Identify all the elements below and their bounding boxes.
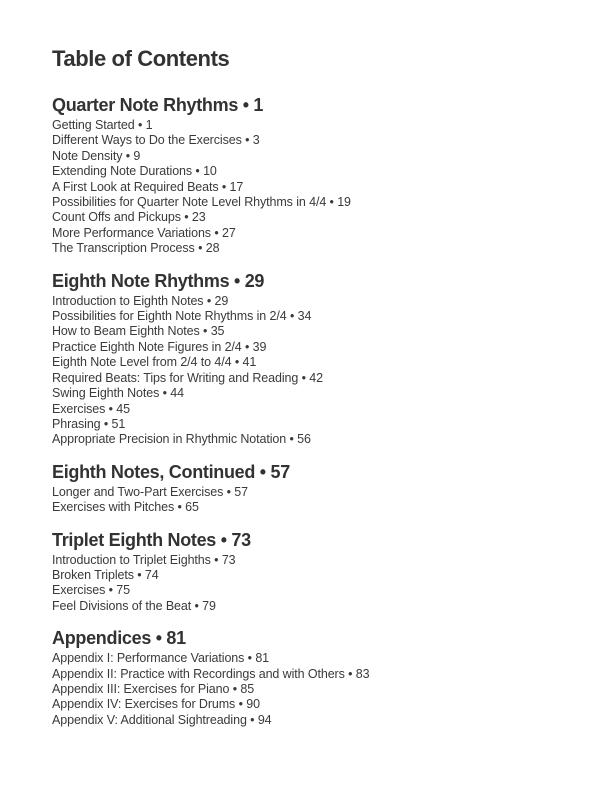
toc-item: Broken Triplets • 74 bbox=[52, 567, 159, 582]
toc-item: A First Look at Required Beats • 17 bbox=[52, 179, 244, 194]
section-heading: Quarter Note Rhythms • 1 bbox=[52, 95, 264, 115]
toc-section bbox=[52, 463, 560, 516]
toc-item: How to Beam Eighth Notes • 35 bbox=[52, 324, 225, 339]
toc-item: Getting Started • 1 bbox=[52, 118, 153, 132]
toc-item: Appendix I: Performance Variations • 81 bbox=[52, 651, 270, 666]
toc-item: Required Beats: Tips for Writing and Reading • 42 bbox=[52, 370, 323, 385]
toc-item: Introduction to Eighth Notes • 29 bbox=[52, 293, 229, 308]
toc-item: Feel Divisions of the Beat • 79 bbox=[52, 598, 216, 613]
toc-item: Exercises • 45 bbox=[52, 401, 131, 416]
toc-item: Practice Eighth Note Figures in 2/4 • 39 bbox=[52, 339, 267, 354]
toc-section bbox=[52, 272, 560, 448]
toc-item: Appendix V: Additional Sightreading • 94 bbox=[52, 712, 272, 727]
section-heading: Eighth Notes, Continued • 57 bbox=[52, 461, 290, 482]
toc-item: Count Offs and Pickups • 23 bbox=[52, 210, 206, 225]
toc-item: More Performance Variations • 27 bbox=[52, 225, 236, 240]
toc-item: Appendix III: Exercises for Piano • 85 bbox=[52, 681, 255, 696]
section-heading: Eighth Note Rhythms • 29 bbox=[52, 270, 265, 291]
toc-item: Different Ways to Do the Exercises • 3 bbox=[52, 133, 260, 148]
toc-item: Exercises • 75 bbox=[52, 583, 131, 598]
toc-item: Appendix II: Practice with Recordings and with Others • 83 bbox=[52, 666, 370, 681]
toc-item: Extending Note Durations • 10 bbox=[52, 164, 217, 179]
page-title: Table of Contents bbox=[52, 46, 230, 71]
toc-item: Possibilities for Eighth Note Rhythms in 2/4 • 34 bbox=[52, 309, 312, 324]
toc-item: The Transcription Process • 28 bbox=[52, 241, 220, 256]
toc-item: Longer and Two-Part Exercises • 57 bbox=[52, 484, 248, 499]
section-heading: Triplet Eighth Notes • 73 bbox=[52, 529, 251, 550]
toc-item: Exercises with Pitches • 65 bbox=[52, 500, 199, 515]
toc-section bbox=[52, 629, 560, 728]
toc-sections bbox=[52, 96, 560, 728]
section-heading: Appendices • 81 bbox=[52, 628, 186, 649]
toc-item: Appropriate Precision in Rhythmic Notation • 56 bbox=[52, 432, 311, 447]
toc-item: Introduction to Triplet Eighths • 73 bbox=[52, 552, 236, 567]
toc-item: Swing Eighth Notes • 44 bbox=[52, 386, 185, 401]
toc-item: Phrasing • 51 bbox=[52, 416, 126, 431]
toc-item: Possibilities for Quarter Note Level Rhythms in 4/4 • 19 bbox=[52, 195, 351, 210]
toc-item: Eighth Note Level from 2/4 to 4/4 • 41 bbox=[52, 355, 257, 370]
toc-item: Appendix IV: Exercises for Drums • 90 bbox=[52, 697, 260, 712]
toc-section bbox=[52, 96, 560, 257]
toc-item: Note Density • 9 bbox=[52, 148, 141, 163]
toc-section bbox=[52, 531, 560, 615]
